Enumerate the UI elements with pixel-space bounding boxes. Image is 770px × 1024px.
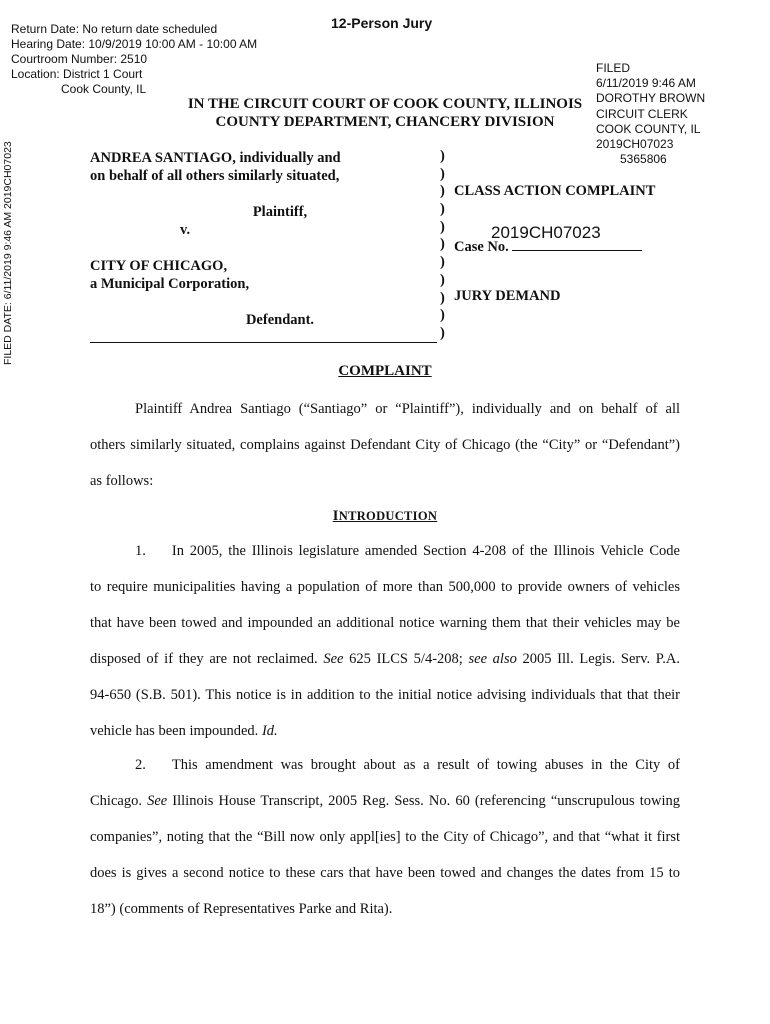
intro-paragraph [90,391,680,499]
clerk-filing-stamp [596,61,705,167]
case-no-line [512,237,642,251]
jury-type: 12-Person Jury [331,15,433,31]
text-line: as follows: [90,473,154,489]
versus: v. [180,222,191,238]
defendant-type: a Municipal Corporation, [90,276,250,292]
defendant-role: Defendant. [245,312,315,328]
class-action-label: CLASS ACTION COMPLAINT [454,183,656,199]
court-header [170,95,600,131]
text-segment: Chicago. [90,793,148,809]
clerk-county: COOK COUNTY, IL [596,121,701,136]
text-line: 94-650 (S.B. 501). This notice is in addition to the initial notice advising individuals that that their [90,687,680,703]
return-date: Return Date: No return date scheduled [11,22,218,36]
plaintiff-role: Plaintiff, [252,204,308,220]
paren: ) [440,324,445,341]
text-line: others similarly situated, complains against Defendant City of Chicago (the “City” or “Defendant”) [90,437,680,453]
plaintiff-class: on behalf of all others similarly situated, [90,168,340,184]
paren: ) [440,201,445,218]
heading-rest: NTRODUCTION [338,509,438,523]
text-segment: 2005 Ill. Legis. Serv. P.A. [516,651,680,667]
defendant-name: CITY OF CHICAGO, [90,258,228,274]
case-no-label: Case No. [454,239,509,255]
filed-datetime: 6/11/2019 9:46 AM [596,76,696,91]
text-line: companies”, noting that the “Bill now only appl[ies] to the City of Chicago”, and that “what it first [90,829,680,845]
hearing-info-stamp [11,22,257,97]
text-line [90,533,680,569]
paren: ) [440,218,445,235]
heading-initial: I [332,508,339,524]
paren: ) [440,307,445,324]
case-number-field [454,237,642,256]
location: Location: District 1 Court [11,67,143,81]
caption-parens [440,148,445,343]
text-line: does is gives a second notice to these cars that have been towed and changes the dates from 15 to [90,865,680,881]
paren: ) [440,236,445,253]
citation-signal: See [147,793,168,809]
jury-demand-label: JURY DEMAND [454,288,561,304]
text-line: to require municipalities having a population of more than 500,000 to provide owners of vehicles [90,579,680,595]
document-number: 5365806 [620,152,667,167]
courtroom-number: Courtroom Number: 2510 [11,52,148,66]
text-segment: In 2005, the Illinois legislature amended Section 4-208 of the Illinois Vehicle Code [171,543,680,559]
filed-label: FILED [596,61,631,75]
paren: ) [440,148,445,164]
section-heading-introduction [0,508,770,525]
paren: ) [440,183,445,200]
text-segment: disposed of if they are not reclaimed. [90,651,324,667]
text-line [90,783,680,819]
text-line [90,713,680,749]
county: Cook County, IL [61,82,147,96]
citation-signal: Id. [261,723,278,739]
stamp-case-number: 2019CH07023 [596,137,674,152]
paragraph-2 [90,747,680,927]
text-segment: 625 ILCS 5/4-208; [343,651,469,667]
paragraph-number: 1. [135,543,146,559]
document-title: COMPLAINT [338,363,432,379]
text-line: Plaintiff Andrea Santiago (“Santiago” or “Plaintiff”), individually and on behalf of all [135,401,680,417]
clerk-name: DOROTHY BROWN [596,91,706,106]
plaintiff-name: ANDREA SANTIAGO, individually and [90,150,341,166]
case-number-stamp: 2019CH07023 [491,223,601,242]
citation-signal: see also [468,651,517,667]
side-filed-date-stamp: FILED DATE: 6/11/2019 9:46 AM 2019CH07023 [2,141,14,365]
citation-signal: See [323,651,344,667]
paragraph-1 [90,533,680,749]
clerk-title: CIRCUIT CLERK [596,106,688,121]
paren: ) [440,271,445,288]
paragraph-number: 2. [135,757,146,773]
case-caption-parties [90,149,440,329]
text-line: 18”) (comments of Representatives Parke and Rita). [90,901,393,917]
text-segment: vehicle has been impounded. [90,723,262,739]
paren: ) [440,165,445,182]
text-line: that have been towed and impounded an additional notice warning them that their vehicles may be [90,615,680,631]
text-line [90,641,680,677]
text-segment: Illinois House Transcript, 2005 Reg. Sess. No. 60 (referencing “unscrupulous towing [167,793,680,809]
paren: ) [440,254,445,271]
text-segment: This amendment was brought about as a result of towing abuses in the City of [171,757,680,773]
caption-divider [90,342,437,343]
paren: ) [440,289,445,306]
hearing-date: Hearing Date: 10/9/2019 10:00 AM - 10:00 AM [11,37,258,51]
text-line [90,747,680,783]
court-division: COUNTY DEPARTMENT, CHANCERY DIVISION [215,114,555,130]
court-name: IN THE CIRCUIT COURT OF COOK COUNTY, ILLINOIS [187,96,583,112]
